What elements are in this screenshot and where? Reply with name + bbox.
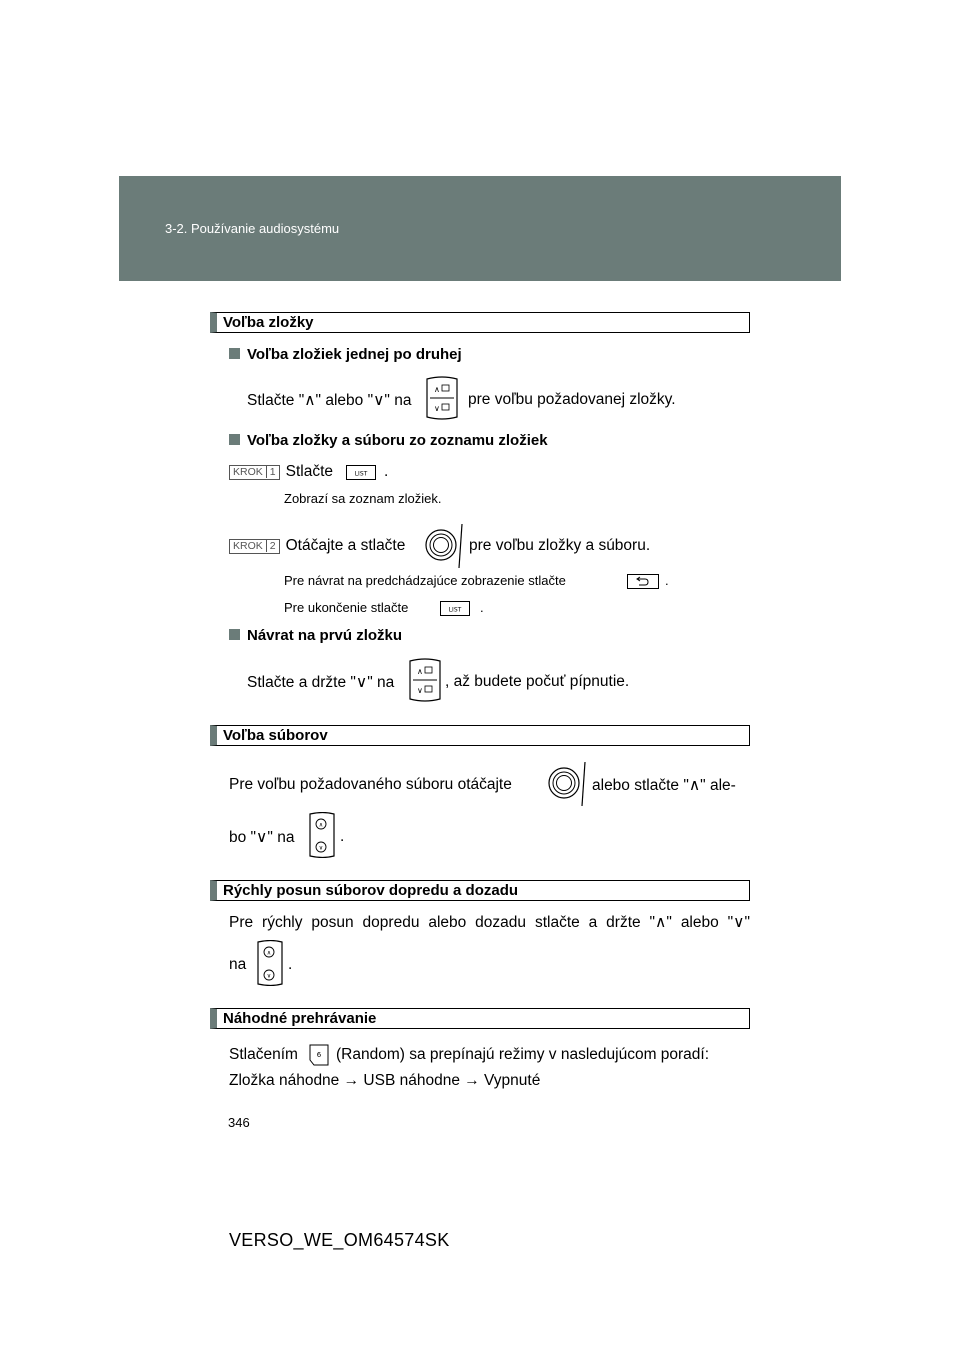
folder-up-down-button-icon bbox=[425, 376, 459, 420]
svg-text:∧: ∧ bbox=[417, 667, 423, 676]
svg-text:LIST: LIST bbox=[354, 470, 368, 478]
ffrew-line2-post: . bbox=[288, 956, 293, 973]
svg-text:∧: ∧ bbox=[434, 385, 440, 394]
page-number: 346 bbox=[228, 1115, 250, 1130]
subheading-return-first-folder: Návrat na prvú zložku bbox=[229, 627, 402, 644]
list-button-icon bbox=[346, 465, 376, 480]
svg-text:∨: ∨ bbox=[266, 972, 272, 980]
step1-note: Zobrazí sa zoznam zložiek. bbox=[284, 491, 442, 506]
section-title-random: Náhodné prehrávanie bbox=[210, 1008, 750, 1029]
step2-note1-post: . bbox=[665, 573, 669, 588]
svg-text:LIST: LIST bbox=[448, 606, 462, 614]
file-line1-pre: Pre voľbu požadovaného súboru otáčajte bbox=[229, 776, 512, 793]
step1-badge: KROK 1 bbox=[229, 465, 280, 480]
seek-track-button-icon bbox=[308, 812, 336, 858]
list-button-icon bbox=[440, 601, 470, 616]
section-path: 3-2. Používanie audiosystému bbox=[165, 221, 340, 236]
ffrew-line2-pre: na bbox=[229, 956, 247, 973]
step2-badge: KROK 2 bbox=[229, 539, 280, 554]
svg-text:6: 6 bbox=[316, 1051, 322, 1059]
tune-select-knob-icon bbox=[423, 522, 465, 570]
seek-track-button-icon bbox=[256, 940, 284, 986]
step2-line: KROK 2 Otáčajte a stlačte bbox=[229, 537, 405, 555]
bullet-square-icon bbox=[229, 434, 240, 445]
tune-select-knob-icon bbox=[546, 760, 588, 808]
svg-text:∧: ∧ bbox=[266, 949, 272, 957]
step2-note2-pre: Pre ukončenie stlačte bbox=[284, 600, 409, 615]
random-preset-button-icon bbox=[309, 1044, 329, 1066]
step1-text-post: . bbox=[384, 463, 389, 480]
return-first-text-pre: Stlačte a držte "∨" na bbox=[247, 674, 395, 691]
svg-text:∨: ∨ bbox=[318, 844, 324, 852]
bullet-square-icon bbox=[229, 629, 240, 640]
section-title-file: Voľba súborov bbox=[210, 725, 750, 746]
random-line1-post: (Random) sa prepínajú režimy v nasledujúcom poradí: bbox=[336, 1046, 710, 1063]
file-line2-post: . bbox=[340, 828, 345, 845]
random-line2: Zložka náhodne → USB náhodne → Vypnuté bbox=[229, 1072, 541, 1089]
step2-text-post: pre voľbu zložky a súboru. bbox=[469, 537, 651, 554]
folder-one-by-one-text-pre: Stlačte "∧" alebo "∨" na bbox=[247, 392, 412, 409]
return-first-text-post: , až budete počuť pípnutie. bbox=[445, 673, 630, 690]
section-title-folder: Voľba zložky bbox=[210, 312, 750, 333]
step2-note1-pre: Pre návrat na predchádzajúce zobrazenie stlačte bbox=[284, 573, 566, 588]
file-line2-pre: bo "∨" na bbox=[229, 829, 295, 846]
back-button-icon bbox=[627, 574, 659, 589]
bullet-square-icon bbox=[229, 348, 240, 359]
document-code: VERSO_WE_OM64574SK bbox=[229, 1230, 450, 1250]
subheading-folder-one-by-one: Voľba zložiek jednej po druhej bbox=[229, 346, 462, 363]
folder-one-by-one-text-post: pre voľbu požadovanej zložky. bbox=[468, 391, 676, 408]
svg-text:∧: ∧ bbox=[318, 821, 324, 829]
subheading-folder-from-list: Voľba zložky a súboru zo zoznamu zložiek bbox=[229, 432, 548, 449]
folder-up-down-button-icon bbox=[408, 658, 442, 702]
step1-line: KROK 1 Stlačte bbox=[229, 463, 333, 481]
section-title-fast-forward: Rýchly posun súborov dopredu a dozadu bbox=[210, 880, 750, 901]
random-line1-pre: Stlačením bbox=[229, 1046, 298, 1063]
step2-note2-post: . bbox=[480, 600, 484, 615]
ffrew-line1: Pre rýchly posun dopredu alebo dozadu stlačte a držte "∧" alebo "∨" bbox=[229, 914, 750, 931]
svg-text:∨: ∨ bbox=[417, 686, 423, 695]
file-line1-post: alebo stlačte "∧" ale- bbox=[592, 777, 736, 794]
svg-text:∨: ∨ bbox=[434, 404, 440, 413]
